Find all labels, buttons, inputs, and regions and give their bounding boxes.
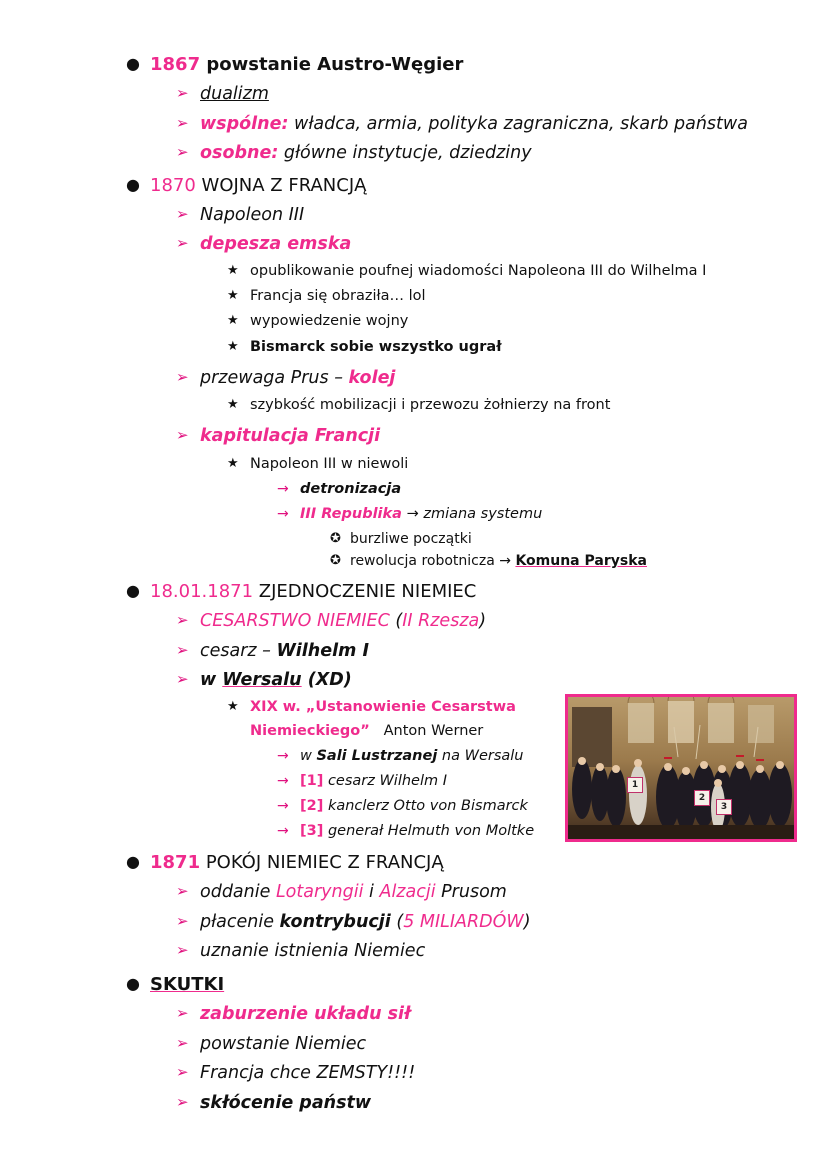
sub-item [227,397,611,414]
arrow-item [277,506,543,523]
sub-item [227,456,409,473]
painting-tag-2: 2 [694,790,710,806]
item-text: (XD) [301,670,352,690]
list-item [176,368,396,388]
sub-item [227,288,426,305]
section-heading-1871 [126,852,444,874]
arrowhead-icon: ➢ [176,1093,189,1111]
item-label: Wilhelm I [276,641,369,661]
arrowhead-icon: ➢ [176,1004,189,1022]
sub-item [227,263,707,280]
section-title: powstanie Austro-Węgier [200,54,464,75]
item-label: kontrybucji [279,912,391,932]
list-item [176,84,269,104]
arrow-right-icon: → [277,773,289,789]
arrow-right-icon: → [277,798,289,814]
item-label: Wersalu [222,670,302,690]
list-item [176,205,305,225]
arrow-right-icon: → [277,748,289,764]
bullet-icon: ● [126,54,140,73]
star-icon: ★ [227,699,239,714]
list-item [176,1093,372,1113]
painting-author: Anton Werner [383,723,484,739]
star-icon: ★ [227,397,239,412]
item-text: ( [389,611,403,631]
item-label: wspólne: [200,114,289,134]
item-text: ) [523,912,531,932]
list-item [176,941,426,961]
section-title: SKUTKI [150,974,225,995]
star-icon: ★ [227,288,239,303]
point-item [330,531,472,547]
item-label: kolej [348,368,396,388]
item-text: Prusom [435,882,507,902]
point-item [330,553,647,569]
bullet-icon: ● [126,175,140,194]
painting-title-line2: Niemieckiego” [250,723,370,739]
list-item [176,1004,411,1024]
arrow-right-icon: → [277,481,289,497]
arrow-item-label: detronizacja [300,481,402,497]
arrowhead-icon: ➢ [176,641,189,659]
section-heading-skutki [126,974,225,996]
arrow-item [277,773,448,790]
item-label: zaburzenie układu sił [200,1004,411,1024]
arrow-item-text: cesarz Wilhelm I [323,773,448,789]
arrow-item-text: kanclerz Otto von Bismarck [323,798,528,814]
item-text: Napoleon III [200,205,305,225]
section-title: WOJNA Z FRANCJĄ [195,175,367,196]
item-text: w [200,670,223,690]
arrowhead-icon: ➢ [176,941,189,959]
sub-item-text: Francja się obraziła… lol [250,288,426,304]
sub-item-text: szybkość mobilizacji i przewozu żołnierzy na front [250,397,611,413]
list-item [176,1034,367,1054]
star-icon: ★ [227,339,239,354]
arrowhead-icon: ➢ [176,143,189,161]
section-title: POKÓJ NIEMIEC Z FRANCJĄ [200,852,444,873]
arrowhead-icon: ➢ [176,882,189,900]
painting-tag-1: 1 [627,777,643,793]
arrow-item [277,748,524,765]
point-item-label: Komuna Paryska [515,553,647,569]
sub-item-text: opublikowanie poufnej wiadomości Napoleona III do Wilhelma I [250,263,707,279]
item-label: Lotaryngii [275,882,364,902]
painting-title-line1: XIX w. „Ustanowienie Cesarstwa [250,699,516,715]
painting-title [227,699,516,716]
star-icon: ★ [227,456,239,471]
item-text: i [363,882,380,902]
arrowhead-icon: ➢ [176,426,189,444]
sub-item [227,339,502,356]
bullet-icon: ● [126,974,140,993]
list-item [176,426,381,446]
arrowhead-icon: ➢ [176,1034,189,1052]
list-item [176,143,532,163]
item-label: depesza emska [200,234,352,254]
section-heading-1867 [126,54,464,76]
arrowhead-icon: ➢ [176,84,189,102]
arrowhead-icon: ➢ [176,1063,189,1081]
arrowhead-icon: ➢ [176,205,189,223]
section-year: 1870 [150,175,196,196]
arrow-item-number: [3] [300,823,324,839]
arrow-right-icon: → [277,823,289,839]
point-item-text: burzliwe początki [350,531,472,547]
list-item [176,912,531,932]
sub-item-text: Bismarck sobie wszystko ugrał [250,339,502,355]
painting-title-cont [250,723,483,740]
item-text: płacenie [200,912,280,932]
item-text: ( [390,912,404,932]
circled-star-icon: ✪ [330,553,341,568]
item-text: cesarz – [200,641,277,661]
list-item [176,234,352,254]
arrowhead-icon: ➢ [176,611,189,629]
star-icon: ★ [227,313,239,328]
arrow-item-label: III Republika [300,506,402,522]
arrow-item-text: w [300,748,317,764]
sub-item [227,313,409,330]
bullet-icon: ● [126,852,140,871]
section-title: ZJEDNOCZENIE NIEMIEC [253,581,477,602]
item-label: kapitulacja Francji [200,426,381,446]
point-item-text: rewolucja robotnicza → [350,553,516,569]
arrowhead-icon: ➢ [176,670,189,688]
arrow-item-text: → zmiana systemu [401,506,543,522]
item-text: dualizm [200,84,269,104]
sub-item-text: Napoleon III w niewoli [250,456,409,472]
arrow-item [277,481,402,498]
item-label: 5 MILIARDÓW [403,912,524,932]
item-text: skłócenie państw [200,1093,372,1113]
painting-image [565,694,797,842]
section-year: 1871 [150,852,201,873]
arrow-item-label: Sali Lustrzanej [316,748,438,764]
section-year: 1867 [150,54,201,75]
star-icon: ★ [227,263,239,278]
item-text: oddanie [200,882,276,902]
arrow-right-icon: → [277,506,289,522]
arrow-item-number: [2] [300,798,324,814]
arrow-item-text: na Wersalu [437,748,524,764]
list-item [176,1063,416,1083]
item-text: Francja chce ZEMSTY!!!! [200,1063,416,1083]
arrowhead-icon: ➢ [176,368,189,386]
arrow-item-text: generał Helmuth von Moltke [323,823,535,839]
item-text: główne instytucje, dziedziny [278,143,532,163]
painting-tag-3: 3 [716,799,732,815]
item-text: przewaga Prus – [200,368,349,388]
sub-item-text: wypowiedzenie wojny [250,313,409,329]
circled-star-icon: ✪ [330,531,341,546]
item-label: osobne: [200,143,279,163]
item-text: władca, armia, polityka zagraniczna, skarb państwa [288,114,748,134]
list-item [176,641,369,661]
item-label: Alzacji [379,882,436,902]
list-item [176,114,748,134]
arrowhead-icon: ➢ [176,114,189,132]
section-year: 18.01.1871 [150,581,254,602]
arrowhead-icon: ➢ [176,234,189,252]
arrow-item-number: [1] [300,773,324,789]
list-item [176,611,487,631]
item-label: CESARSTWO NIEMIEC [200,611,390,631]
item-text: powstanie Niemiec [200,1034,367,1054]
list-item [176,670,352,690]
arrowhead-icon: ➢ [176,912,189,930]
item-text: uznanie istnienia Niemiec [200,941,426,961]
section-heading-18-01-1871 [126,581,477,603]
bullet-icon: ● [126,581,140,600]
arrow-item [277,823,535,840]
item-text: ) [479,611,487,631]
arrow-item [277,798,528,815]
section-heading-1870 [126,175,367,197]
item-paren-text: II Rzesza [402,611,480,631]
list-item [176,882,507,902]
